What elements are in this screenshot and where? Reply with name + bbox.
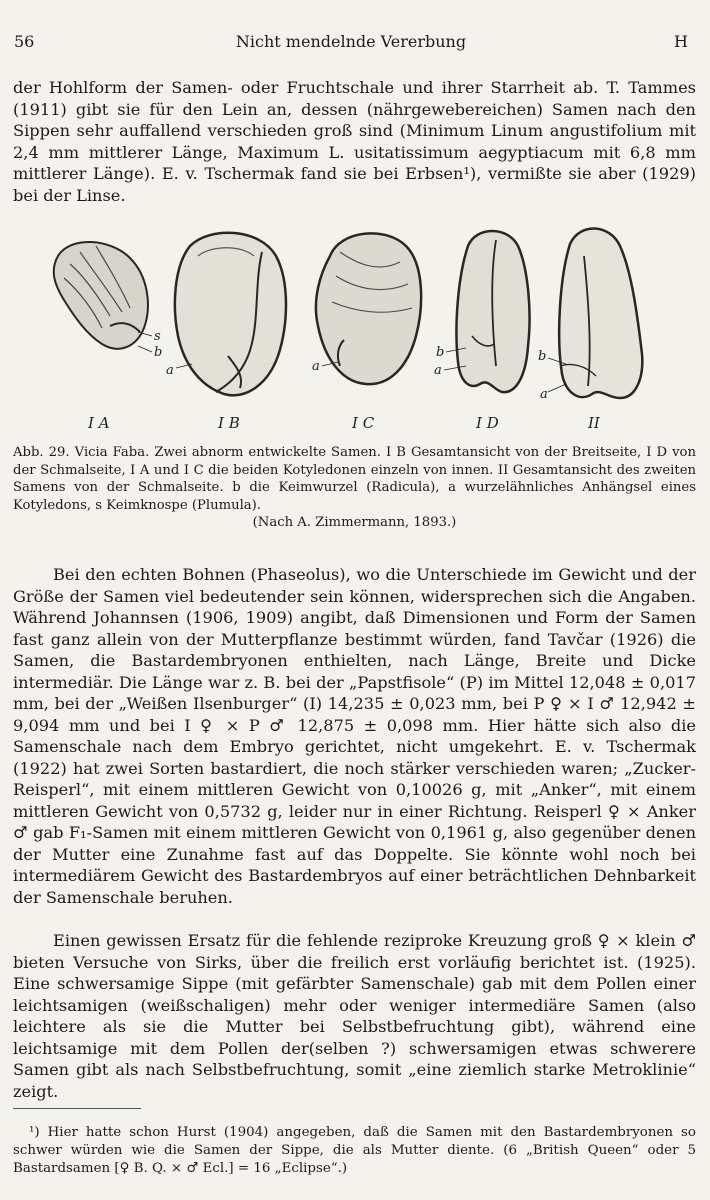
- paragraph-2: [13, 564, 696, 908]
- part-letter-b-IA: b: [154, 345, 163, 360]
- paragraph-3: [13, 930, 696, 1102]
- caption-source: (Nach A. Zimmermann, 1893.): [252, 515, 457, 531]
- panel-label-IA: I A: [88, 414, 110, 432]
- panel-label-IC: I C: [352, 414, 375, 432]
- part-letter-a-ID: a: [434, 363, 442, 378]
- seed-IA-drawing: [54, 242, 148, 349]
- part-letter-s: s: [154, 329, 161, 344]
- panel-label-II: II: [588, 414, 600, 432]
- seed-II-drawing: [559, 228, 642, 398]
- part-letter-a-IA: a: [166, 363, 174, 378]
- panel-label-IB: I B: [218, 414, 240, 432]
- seed-IC-drawing: [316, 233, 421, 384]
- part-letter-a-II: a: [540, 387, 548, 402]
- paragraph-1: [13, 77, 696, 206]
- caption-text: Abb. 29. Vicia Faba. Zwei abnorm entwickelte Samen. I B Gesamtansicht von der Breitseite, I D von der Schmalseite, I A und I C die beiden Kotyledonen einzeln von innen. II Gesamtansicht des zweiten Samens von der Schmalseite. b die Keimwurzel (Radicula), a wurzelähnliches Anhängsel eines Kotyledons, s Keimknospe (Plumula).: [13, 445, 696, 513]
- part-letter-b-ID: b: [436, 345, 445, 360]
- running-title: Nicht mendelnde Vererbung: [235, 32, 467, 51]
- section-letter: H: [674, 32, 688, 51]
- paragraph-1-text: der Hohlform der Samen- oder Fruchtschale und ihrer Starrheit ab. T. Tammes (1911) gibt sie für den Lein an, dessen (nährgewebereichen) Samen nach den Sippen sehr auffallend verschieden groß sind (Minimum Linum angustifolium mit 2,4 mm mittlerer Länge, Maximum L. usitatissimum aegyptiacum mit 6,8 mm mittlerer Länge). E. v. Tschermak fand sie bei Erbsen¹), vermißte sie aber (1929) bei der Linse.: [13, 78, 696, 205]
- footnote-rule: [13, 1108, 141, 1109]
- seed-ID-drawing: [456, 231, 529, 392]
- page-number: 56: [14, 32, 35, 51]
- paragraph-3-text: Einen gewissen Ersatz für die fehlende reziproke Kreuzung groß ♀ × klein ♂ bieten Versuche von Sirks, über die freilich erst vorläufig berichtet ist. (1925). Eine schwersamige Sippe (mit gefärbter Samenschale) gab mit dem Pollen einer leichtsamigen (weißschaligen) mehr oder weniger intermediäre Samen (also leichtere als sie die Mutter bei Selbstbefruchtung gibt), während eine leichtsamige mit dem Pollen der(selben ?) schwersamigen etwas schwerere Samen gibt als nach Selbstbefruchtung, somit „eine ziemlich starke Metroklinie“ zeigt.: [13, 931, 696, 1101]
- part-letter-b-II: b: [538, 349, 547, 364]
- part-letter-a-IC: a: [312, 359, 320, 374]
- running-header: [14, 32, 688, 51]
- footnote: [13, 1124, 696, 1178]
- seed-figure: [40, 216, 670, 434]
- figure-caption: [13, 444, 696, 532]
- paragraph-2-text: Bei den echten Bohnen (Phaseolus), wo die Unterschiede im Gewicht und der Größe der Samen viel bedeutender sein können, widersprechen sich die Angaben. Während Johannsen (1906, 1909) angibt, daß Dimensionen und Form der Samen fast ganz allein von der Mutterpflanze bestimmt würden, fand Tavčar (1926) die Samen, die Bastardembryonen enthielten, nach Länge, Breite und Dicke intermediär. Die Länge war z. B. bei der „Papstfisole“ (P) im Mittel 12,048 ± 0,017 mm, bei der „Weißen Ilsenburger“ (I) 14,235 ± 0,023 mm, bei P ♀ × I ♂ 12,942 ± 9,094 mm und bei I ♀ × P ♂ 12,875 ± 0,098 mm. Hier hätte sich also die Samenschale nach dem Embryo gerichtet, nicht umgekehrt. E. v. Tschermak (1922) hat zwei Sorten bastardiert, die noch stärker verschieden waren; „Zucker-Reisperl“, mit einem mittleren Gewicht von 0,10026 g, mit „Anker“, mit einem mittleren Gewicht von 0,5732 g, leider nur in einer Richtung. Reisperl ♀ × Anker ♂ gab F₁-Samen mit einem mittleren Gewicht von 0,1961 g, also gegenüber denen der Mutter eine Zunahme fast auf das Doppelte. Sie könnte wohl noch bei intermediärem Gewicht des Bastardembryos auf einer beträchtlichen Dehnbarkeit der Samenschale beruhen.: [13, 565, 696, 907]
- seed-illustration: [40, 216, 670, 434]
- footnote-text: ¹) Hier hatte schon Hurst (1904) angegeben, daß die Samen mit den Bastardembryonen so schwer würden wie die Samen der Sippe, die als Mutter diente. (6 „British Queen“ oder 5 Bastardsamen [♀ B. Q. × ♂ Ecl.] = 16 „Eclipse“.): [13, 1125, 696, 1176]
- seed-IB-drawing: [175, 233, 286, 396]
- panel-label-ID: I D: [476, 414, 499, 432]
